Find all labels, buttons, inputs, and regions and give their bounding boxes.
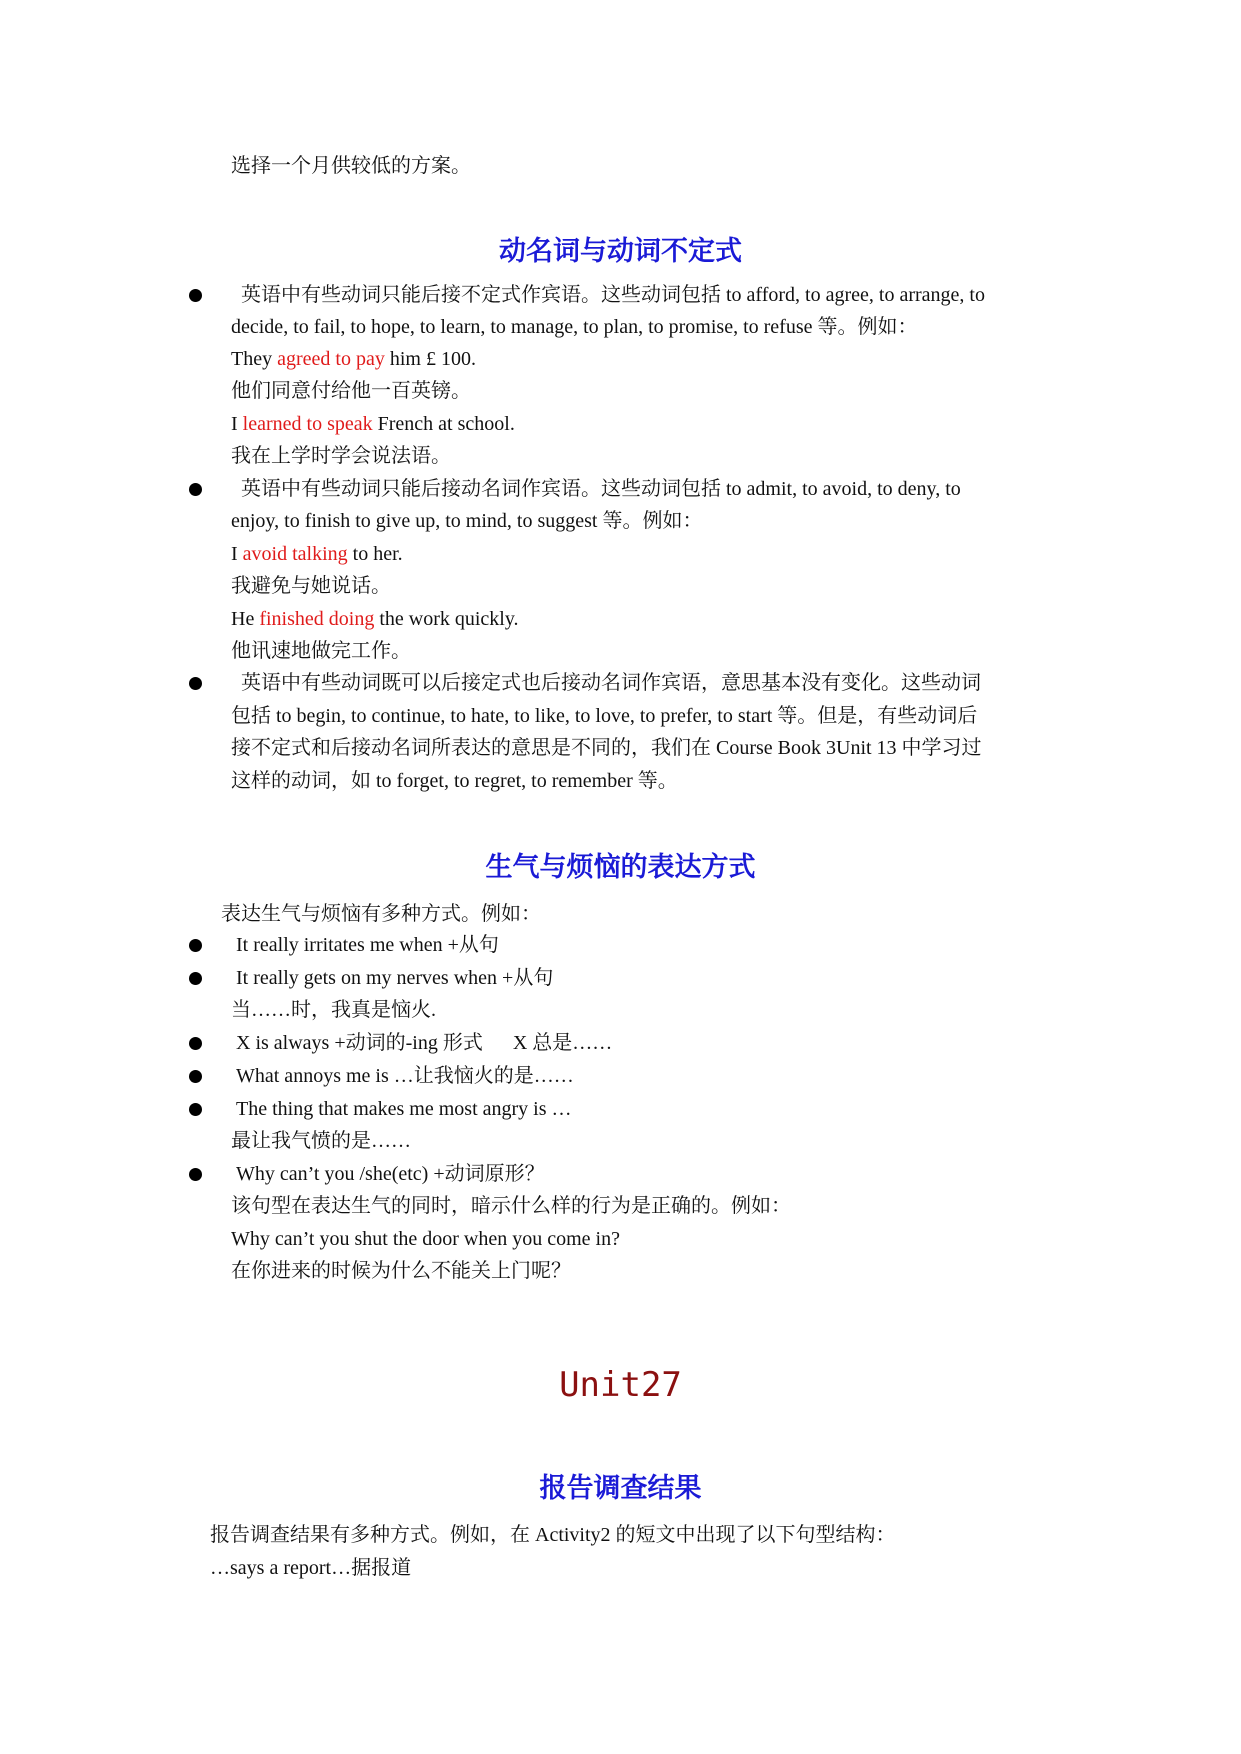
list-item-note: 该句型在表达生气的同时，暗示什么样的行为是正确的。例如： [231, 1195, 791, 1217]
example-translation: 我避免与她说话。 [231, 575, 391, 597]
example-text: They [231, 348, 278, 370]
bullet-dot [189, 1070, 202, 1083]
example-text: He [231, 608, 260, 630]
example-sentence [231, 538, 403, 570]
example-text: French at school. [372, 413, 515, 435]
example-translation: 他讯速地做完工作。 [231, 640, 411, 662]
example-text: to her. [347, 543, 403, 565]
bullet-dot [189, 939, 202, 952]
section-heading-gerund-infinitive: 动名词与动词不定式 [499, 236, 742, 267]
example-text: I [231, 543, 243, 565]
list-item-translation: 当……时，我真是恼火. [231, 999, 436, 1021]
text-line: 这样的动词，如 to forget, to regret, to remember 等。 [231, 770, 678, 792]
example-translation: 我在上学时学会说法语。 [231, 445, 451, 467]
list-item: What annoys me is …让我恼火的是…… [236, 1065, 574, 1087]
list-item: Why can’t you /she(etc) +动词原形？ [236, 1163, 545, 1185]
text-line: 英语中有些动词只能后接不定式作宾语。这些动词包括 to afford, to agree, to arrange, to [241, 284, 985, 306]
section-intro: 表达生气与烦恼有多种方式。例如： [221, 903, 541, 925]
highlighted-verb-phrase: finished doing [259, 608, 375, 630]
text-line: 英语中有些动词只能后接动名词作宾语。这些动词包括 to admit, to avoid, to deny, to [241, 478, 961, 500]
bullet-dot [189, 972, 202, 985]
example-sentence: Why can’t you shut the door when you come in? [231, 1228, 620, 1250]
text-line: 报告调查结果有多种方式。例如，在 Activity2 的短文中出现了以下句型结构： [210, 1524, 896, 1546]
example-text: him £ 100. [384, 348, 476, 370]
top-line: 选择一个月供较低的方案。 [231, 155, 471, 177]
example-text: the work quickly. [374, 608, 519, 630]
bullet-dot [189, 1103, 202, 1116]
bullet-dot [189, 483, 202, 496]
example-translation: 他们同意付给他一百英镑。 [231, 380, 471, 402]
section-heading-anger-expressions: 生气与烦恼的表达方式 [485, 852, 756, 883]
text-line: 英语中有些动词既可以后接定式也后接动名词作宾语，意思基本没有变化。这些动词 [241, 672, 981, 694]
text-line: 接不定式和后接动名词所表达的意思是不同的，我们在 Course Book 3Unit 13 中学习过 [231, 737, 982, 759]
example-sentence [231, 603, 519, 635]
example-sentence [231, 408, 515, 440]
list-item-translation: 最让我气愤的是…… [231, 1130, 411, 1152]
highlighted-verb-phrase: learned to speak [242, 413, 373, 435]
bullet-dot [189, 677, 202, 690]
text-line: decide, to fail, to hope, to learn, to manage, to plan, to promise, to refuse 等。例如： [231, 316, 918, 338]
highlighted-verb-phrase: agreed to pay [277, 348, 385, 370]
example-sentence [231, 343, 476, 375]
bullet-dot [189, 289, 202, 302]
list-item: It really irritates me when +从句 [236, 934, 499, 956]
text-line: enjoy, to finish to give up, to mind, to suggest 等。例如： [231, 510, 703, 532]
unit-title: Unit27 [559, 1365, 682, 1405]
example-text: I [231, 413, 243, 435]
list-item: It really gets on my nerves when +从句 [236, 967, 554, 989]
bullet-dot [189, 1168, 202, 1181]
highlighted-verb-phrase: avoid talking [242, 543, 348, 565]
bullet-dot [189, 1037, 202, 1050]
list-item: The thing that makes me most angry is … [236, 1098, 572, 1120]
list-item: X is always +动词的-ing 形式 X 总是…… [236, 1032, 613, 1054]
example-translation: 在你进来的时候为什么不能关上门呢？ [231, 1260, 571, 1282]
text-line: …says a report…据报道 [210, 1557, 412, 1579]
text-line: 包括 to begin, to continue, to hate, to like, to love, to prefer, to start 等。但是，有些动词后 [231, 705, 978, 727]
section-heading-survey-report: 报告调查结果 [539, 1473, 702, 1504]
